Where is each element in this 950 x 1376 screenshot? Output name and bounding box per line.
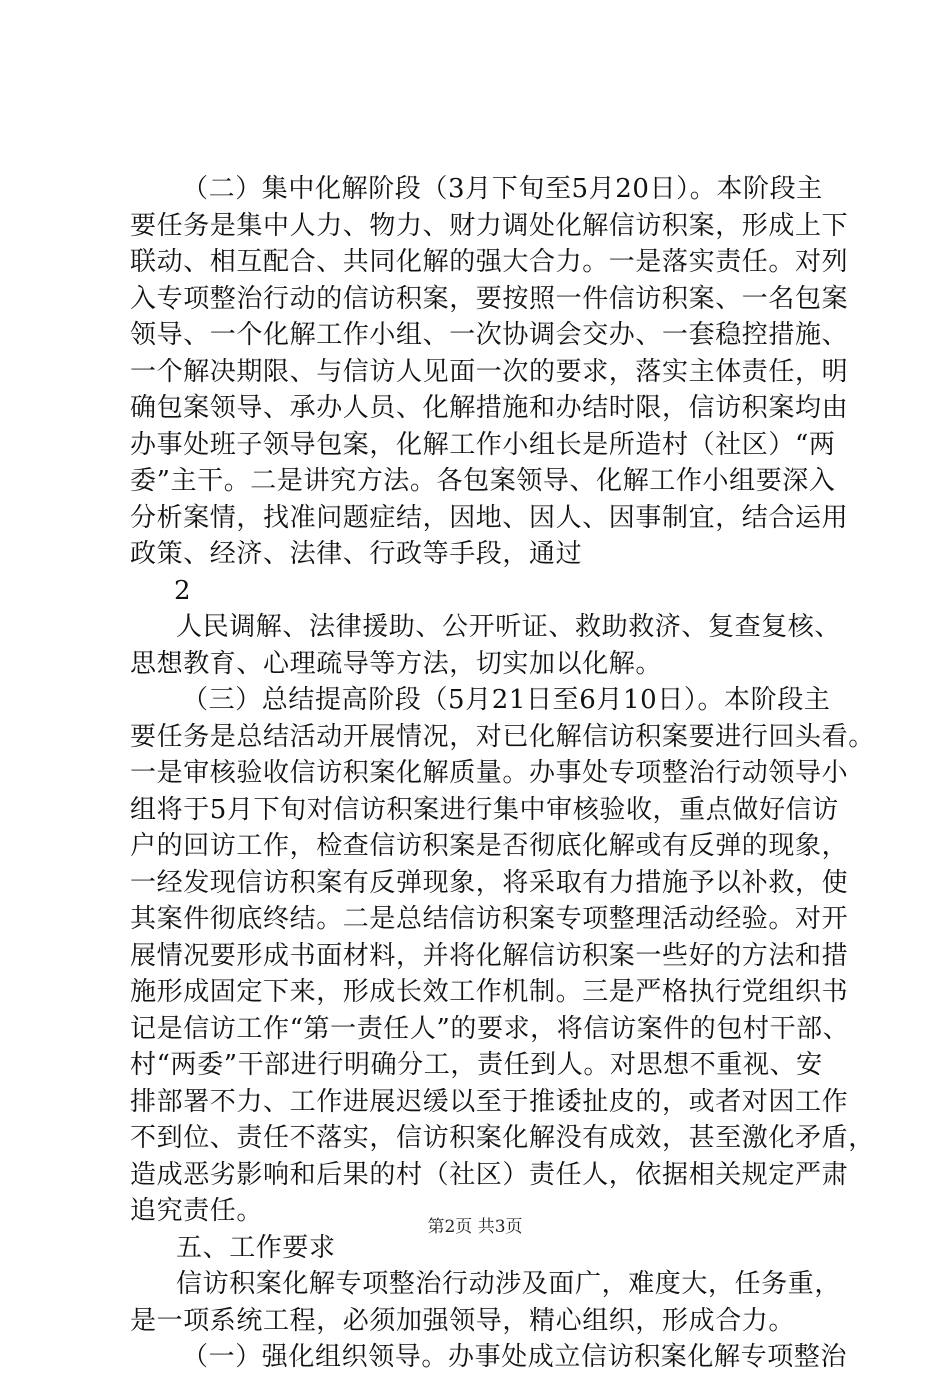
text-line: 追究责任。 xyxy=(130,1196,264,1226)
text-line: 人民调解、法律援助、公开听证、救助救济、复查复核、 xyxy=(176,612,842,642)
text-line: 办事处班子领导包案，化解工作小组长是所造村（社区）“两 xyxy=(130,429,836,460)
text-line: 联动、相互配合、共同化解的强大合力。一是落实责任。对列 xyxy=(130,247,849,277)
text-line: 造成恶劣影响和后果的村（社区）责任人，依据相关规定严肃 xyxy=(130,1159,849,1190)
text-line: 展情况要形成书面材料，并将化解信访积案一些好的方法和措 xyxy=(130,940,849,971)
text-line: 一个解决期限、与信访人见面一次的要求，落实主体责任，明 xyxy=(130,356,849,387)
text-line: 一经发现信访积案有反弹现象，将采取有力措施予以补救，使 xyxy=(130,867,849,898)
page-footer: 第2页 共3页 xyxy=(427,1217,523,1237)
text-line: 是一项系统工程，必须加强领导，精心组织，形成合力。 xyxy=(130,1305,796,1336)
text-line: 其案件彻底终结。二是总结信访积案专项整理活动经验。对开 xyxy=(130,904,849,934)
text-line: 要任务是总结活动开展情况，对已化解信访积案要进行回头看。 xyxy=(130,721,875,752)
text-line: 要任务是集中人力、物力、财力调处化解信访积案，形成上下 xyxy=(130,210,849,241)
text-line: 户的回访工作，检查信访积案是否彻底化解或有反弹的现象， xyxy=(130,831,849,861)
text-line: 信访积案化解专项整治行动涉及面广，难度大，任务重， xyxy=(176,1269,842,1299)
text-line: 思想教育、心理疏导等方法，切实加以化解。 xyxy=(130,648,663,679)
text-line: 一是审核验收信访积案化解质量。办事处专项整治行动领导小 xyxy=(130,758,849,788)
text-line: 分析案情，找准问题症结，因地、因人、因事制宜，结合运用 xyxy=(130,502,849,533)
text-line: 确包案领导、承办人员、化解措施和办结时限，信访积案均由 xyxy=(130,393,849,423)
text-line: 施形成固定下来，形成长效工作机制。三是严格执行党组织书 xyxy=(130,977,849,1007)
text-line: 不到位、责任不落实，信访积案化解没有成效，甚至激化矛盾， xyxy=(130,1123,875,1153)
text-line: 村“两委”干部进行明确分工，责任到人。对思想不重视、安 xyxy=(130,1050,823,1080)
body-text xyxy=(130,171,875,1376)
text-line: （二）集中化解阶段（3月下旬至5月20日）。本阶段主 xyxy=(182,174,823,204)
text-line: 委”主干。二是讲究方法。各包案领导、化解工作小组要深入 xyxy=(130,466,836,496)
inline-page-number: 2 xyxy=(174,575,192,606)
text-line: 政策、经济、法律、行政等手段，通过 xyxy=(130,539,583,569)
text-line: 入专项整治行动的信访积案，要按照一件信访积案、一名包案 xyxy=(130,283,849,314)
text-line: （三）总结提高阶段（5月21日至6月10日）。本阶段主 xyxy=(182,685,831,715)
section-heading: 五、工作要求 xyxy=(176,1232,336,1263)
text-line: （一）强化组织领导。办事处成立信访积案化解专项整治 xyxy=(182,1342,848,1372)
text-line: 排部署不力、工作进展迟缓以至于推诿扯皮的，或者对因工作 xyxy=(130,1086,849,1117)
text-line: 组将于5月下旬对信访积案进行集中审核验收，重点做好信访 xyxy=(130,794,839,825)
text-line: 领导、一个化解工作小组、一次协调会交办、一套稳控措施、 xyxy=(130,320,849,350)
text-line: 记是信访工作“第一责任人”的要求，将信访案件的包村干部、 xyxy=(130,1013,850,1044)
